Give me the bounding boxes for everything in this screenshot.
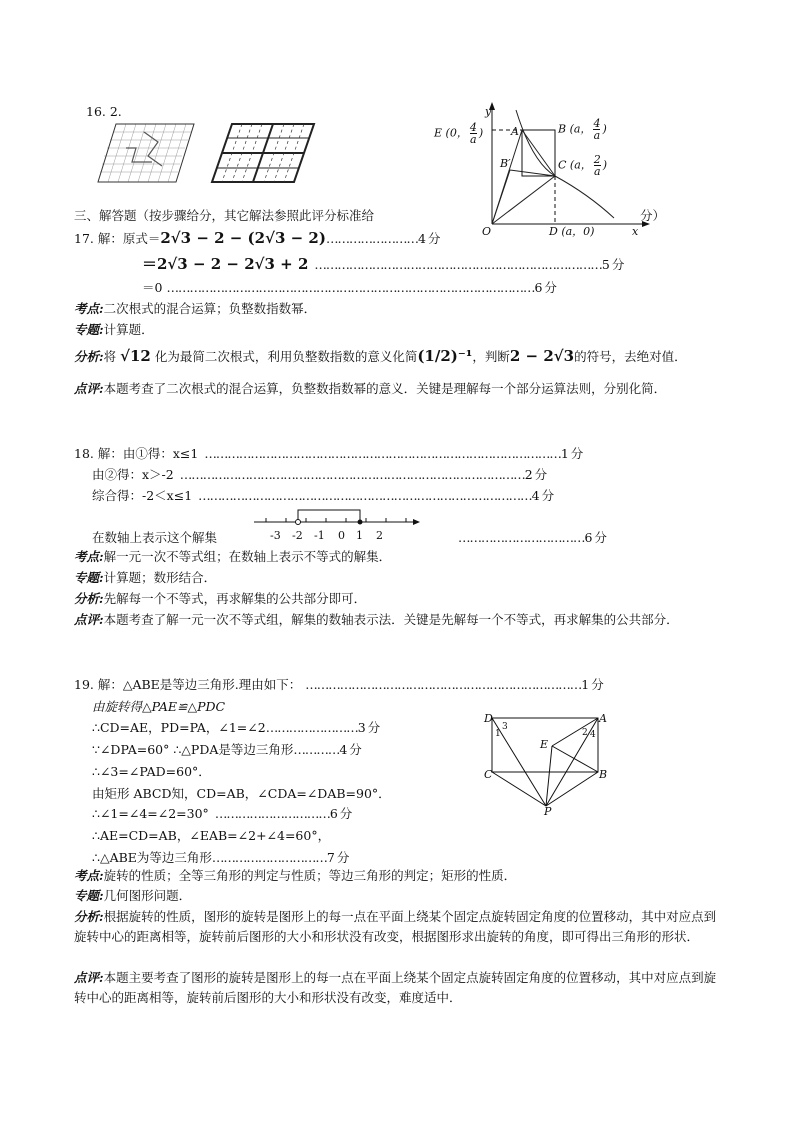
fig-label-d: D xyxy=(484,712,493,725)
tick-label: -3 xyxy=(270,529,281,542)
q19-line7: ∴∠1=∠4=∠2=30° …………………………6 分 xyxy=(92,806,352,821)
fig-angle-4: 4 xyxy=(590,730,596,740)
origin-o: O xyxy=(482,225,492,238)
q18-fenxi: 分析:先解每一个不等式，再求解集的公共部分即可． xyxy=(74,591,367,606)
q19-dianping: 点评:本题主要考查了图形的旋转是图形上的每一点在平面上绕某个固定点旋转固定角度的位置移动，其中对应点到旋转中心的距离相等，旋转前后图形的大小和形状没有改变，难度适中． xyxy=(74,970,717,1005)
q19-line2: 由旋转得△PAE≌△PDC xyxy=(92,699,226,714)
q19-line3: ∴CD=AE，PD=PA，∠1=∠2……………………3 分 xyxy=(92,720,380,735)
fig-angle-1: 1 xyxy=(495,729,501,739)
fig-label-p: P xyxy=(544,805,552,818)
q19-line9: ∴△ABE为等边三角形…………………………7 分 xyxy=(92,850,349,865)
point-e: E (0， $\frac{4}{a}$ ) xyxy=(434,121,484,146)
number-line xyxy=(252,506,422,530)
q18-line2: 由②得：x＞-2 ………………………………………………………………………………2 分 xyxy=(92,467,547,482)
grid-figure-1 xyxy=(96,122,196,186)
q17-line3: ＝0 ……………………………………………………………………………………6 分 xyxy=(142,280,556,295)
q19-line5: ∴∠3=∠PAD=60°． xyxy=(92,764,211,779)
point-b-prime: B′ xyxy=(500,157,511,170)
axis-y-label: y xyxy=(485,105,492,118)
q18-line4-score: ……………………………6 分 xyxy=(458,530,606,545)
q19-fenxi: 分析:根据旋转的性质，图形的旋转是图形上的每一点在平面上绕某个固定点旋转固定角度的位置移动，其中对应点到旋转中心的距离相等，旋转前后图形的大小和形状没有改变，根据图形求出旋转的角度，即可得出三角形的形状． xyxy=(74,909,717,944)
q19-zhuanti: 专题:几何图形问题． xyxy=(74,888,192,903)
q17-line1: 17. 解：原式＝2√3 − 2 − (2√3 − 2)……………………4 分 xyxy=(74,229,440,247)
q19-line8: ∴AE=CD=AB，∠EAB=∠2+∠4=60°， xyxy=(92,828,331,843)
tick-label: -1 xyxy=(314,529,325,542)
q19-line6: 由矩形 ABCD知，CD=AB，∠CDA=∠DAB=90°． xyxy=(92,786,391,801)
q17-zhuanti: 专题:计算题． xyxy=(74,322,154,337)
fig-label-c: C xyxy=(484,768,493,781)
fig-label-a: A xyxy=(599,712,607,725)
tick-label: 2 xyxy=(376,529,383,542)
tick-label: 1 xyxy=(356,529,363,542)
q18-line4: 在数轴上表示这个解集 xyxy=(92,530,218,545)
tick-label: -2 xyxy=(292,529,303,542)
fig-label-e: E xyxy=(540,738,549,751)
q18-line1: 18. 解：由①得：x≤1 …………………………………………………………………………………1 分 xyxy=(74,446,583,461)
q18-line3: 综合得：-2＜x≤1 ……………………………………………………………………………4 分 xyxy=(92,488,554,503)
q18-dianping: 点评:本题考查了解一元一次不等式组，解集的数轴表示法．关键是先解每一个不等式，再求解集的公共部分． xyxy=(74,612,679,627)
q18-zhuanti: 专题:计算题；数形结合． xyxy=(74,570,217,585)
q19-kaodian: 考点:旋转的性质；全等三角形的判定与性质；等边三角形的判定；矩形的性质． xyxy=(74,868,517,883)
section3-tail: 分） xyxy=(640,208,666,223)
q17-dianping: 点评:本题考查了二次根式的混合运算，负整数指数幂的意义．关键是理解每一个部分运算法则，分别化简． xyxy=(74,381,667,396)
point-d: D (a，0) xyxy=(549,225,595,238)
q17-kaodian: 考点:二次根式的混合运算；负整数指数幂． xyxy=(74,301,317,316)
q16-label: 16. 2. xyxy=(86,104,122,119)
grid-figure-2 xyxy=(210,122,316,186)
point-b: B (a， $\frac{4}{a}$ ) xyxy=(558,117,607,142)
q18-kaodian: 考点:解一元一次不等式组；在数轴上表示不等式的解集． xyxy=(74,549,392,564)
point-a: A xyxy=(511,125,519,138)
point-c: C (a， $\frac{2}{a}$ ) xyxy=(558,153,608,178)
q17-fenxi: 分析:将 √12 化为最简二次根式，利用负整数指数的意义化简(1/2)⁻¹，判断2 − 2√3的符号，去绝对值． xyxy=(74,347,687,365)
fig-label-b: B xyxy=(599,768,608,781)
q17-line2: ＝2√3 − 2 − 2√3 + 2 …………………………………………………………………5 分 xyxy=(142,255,624,273)
tick-label: 0 xyxy=(338,529,345,542)
axis-x-label: x xyxy=(632,225,639,238)
fig-angle-2: 2 xyxy=(582,728,588,738)
q19-line1: 19. 解：△ABE是等边三角形.理由如下： ………………………………………………………………1 分 xyxy=(74,677,603,692)
section3-title: 三、解答题（按步骤给分，其它解法参照此评分标准给 xyxy=(74,208,375,223)
q19-line4: ∵∠DPA=60° ∴△PDA是等边三角形…………4 分 xyxy=(92,742,361,757)
fig-angle-3: 3 xyxy=(502,722,508,732)
